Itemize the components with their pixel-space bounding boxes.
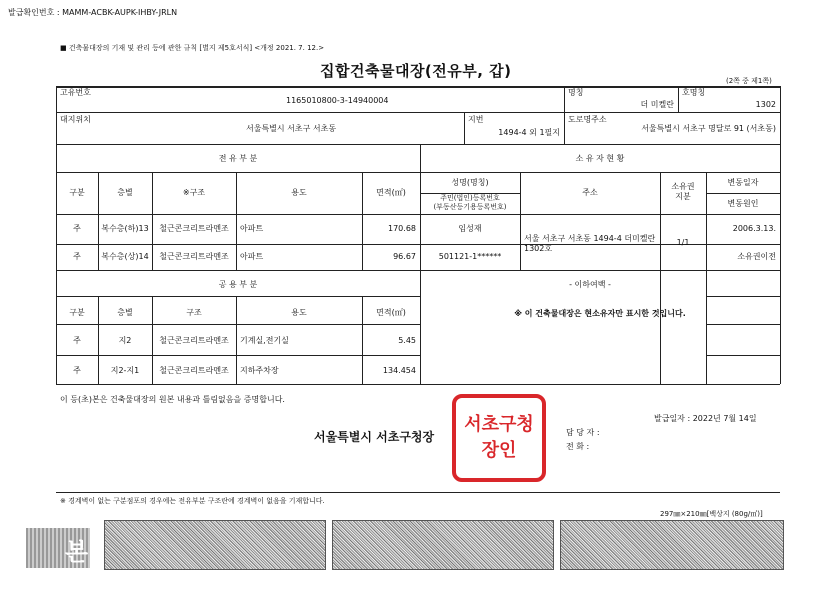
common-section-title: 공 용 부 분 [218,280,258,289]
building-name-label: 명칭 [568,88,584,97]
row-type: 주 [73,252,81,261]
certify-statement: 이 등(초)본은 건축물대장의 원본 내용과 틀림없음을 증명합니다. [60,395,285,404]
row-structure: 철근콘크리트라멘조 [159,252,229,261]
owner-name-header: 성명(명칭) [451,178,489,187]
row-area: 5.45 [398,336,416,345]
security-barcode [560,520,784,570]
manager-label: 담 당 자 : [566,428,600,437]
owner-reg-number: 501121-1****** [438,252,502,261]
building-name-value: 더 미켈란 [640,100,674,109]
issuer-name: 서울특별시 서초구청장 [314,430,435,444]
exclusive-header-use: 용도 [291,188,307,197]
document-title: 집합건축물대장(전유부, 갑) [320,62,512,80]
lot-number-value: 1494-4 외 1필지 [498,128,560,137]
row-structure: 철근콘크리트라멘조 [159,336,229,345]
common-header-use: 용도 [291,308,307,317]
security-barcode [104,520,326,570]
row-use: 지하주차장 [240,366,279,375]
row-area: 96.67 [393,252,416,261]
paper-spec: 297㎜×210㎜[백상지 (80g/㎡)] [660,510,763,518]
exclusive-header-floor: 층별 [117,188,133,197]
exclusive-section-title: 전 유 부 분 [218,154,258,163]
common-header-structure: 구조 [186,308,202,317]
seal-text: 서초구청장인 [464,414,534,461]
row-area: 170.68 [388,224,416,233]
road-address-value: 서울특별시 서초구 명달로 91 (서초동) [641,124,776,133]
change-reason: 소유권이전 [737,252,776,261]
current-owner-note: ※ 이 건축물대장은 현소유자만 표시한 것입니다. [514,309,686,318]
owner-address-header: 주소 [582,188,598,197]
owner-share: 1/1 [676,238,690,247]
road-address-label: 도로명주소 [568,115,607,124]
row-floor: 지2-지1 [110,366,140,375]
row-floor: 복수층(상)14 [101,252,149,261]
row-structure: 철근콘크리트라멘조 [159,224,229,233]
change-date: 2006.3.13. [732,224,776,233]
issue-date: 발급일자 : 2022년 7월 14일 [654,414,757,423]
blank-note: - 이하여백 - [569,280,611,289]
footnote: ※ 경계벽이 없는 구분점포의 경우에는 전유부분 구조란에 경계벽이 없음을 기재합니다. [60,497,325,505]
original-logo [26,528,90,568]
owner-section-title: 소 유 자 현 황 [575,154,625,163]
exclusive-header-type: 구분 [69,188,85,197]
lot-number-label: 지번 [468,115,484,124]
unique-number-label: 고유번호 [60,88,91,97]
issue-number: 발급확인번호 : MAMM-ACBK-AUPK-IHBY-JRLN [8,8,178,17]
row-type: 주 [73,224,81,233]
row-structure: 철근콘크리트라멘조 [159,366,229,375]
row-type: 주 [73,336,81,345]
row-area: 134.454 [382,366,416,375]
owner-regno-subheader: (부동산등기용등록번호) [433,203,507,211]
row-use: 아파트 [240,224,264,233]
change-date-header: 변동일자 [727,178,759,187]
owner-regno-header: 주민(법인)등록번호 [440,194,500,202]
unit-name-value: 1302 [755,100,776,109]
owner-share-subheader: 지분 [675,192,691,201]
owner-name: 임성재 [458,224,482,233]
common-header-area: 면적(㎡) [376,308,406,317]
logo-char: 본 [64,538,88,566]
row-floor: 지2 [118,336,132,345]
unique-number-value: 1165010800-3-14940004 [286,96,389,105]
change-reason-header: 변동원인 [727,199,759,208]
page-count: (2쪽 중 제1쪽) [726,77,772,85]
phone-label: 전 화 : [566,442,590,451]
owner-address: 서울 서초구 서초동 1494-4 더미켈란 [524,234,656,243]
exclusive-header-structure: ※구조 [182,188,206,197]
common-header-type: 구분 [69,308,85,317]
row-type: 주 [73,366,81,375]
row-floor: 복수층(하)13 [101,224,149,233]
row-use: 기계실,전기실 [240,336,289,345]
unit-name-label: 호명칭 [682,88,706,97]
owner-share-header: 소유권 [671,182,695,191]
exclusive-header-area: 면적(㎡) [376,188,406,197]
site-location-label: 대지위치 [60,115,91,124]
row-use: 아파트 [240,252,264,261]
site-location-value: 서울특별시 서초구 서초동 [246,124,337,133]
official-seal [452,394,546,482]
common-header-floor: 층별 [117,308,133,317]
rule-reference: ■ 건축물대장의 기재 및 관리 등에 관한 규칙 [별지 제5호서식] <개정 2021. 7. 12.> [60,44,325,52]
owner-address-unit: 1302호 [524,244,553,253]
security-barcode [332,520,554,570]
